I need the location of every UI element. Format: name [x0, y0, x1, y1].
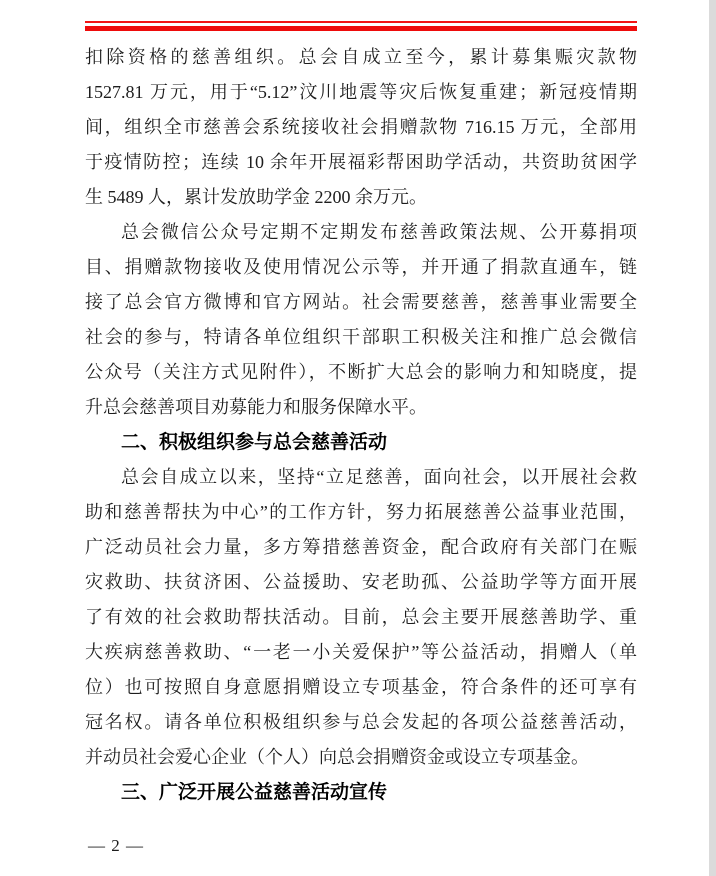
- text-line: 总会微信公众号定期不定期发布慈善政策法规、公开募捐项: [121, 222, 637, 242]
- document-body: [85, 40, 637, 810]
- page-number: — 2 —: [88, 836, 144, 855]
- text-line: 冠名权。请各单位积极组织参与总会发起的各项公益慈善活动，: [85, 712, 637, 732]
- text-line: 1527.81 万元，用于“5.12”汶川地震等灾后恢复重建；新冠疫情期: [85, 82, 637, 102]
- text-line: 目、捐赠款物接收及使用情况公示等，并开通了捐款直通车，链: [85, 257, 637, 277]
- text-line: 了有效的社会救助帮扶活动。目前，总会主要开展慈善助学、重: [85, 607, 637, 627]
- header-red-rule: [85, 21, 637, 31]
- text-line: 社会的参与，特请各单位组织干部职工积极关注和推广总会微信: [85, 327, 637, 347]
- page-edge-shadow: [709, 0, 716, 876]
- section-heading: 三、广泛开展公益慈善活动宣传: [121, 782, 388, 803]
- text-line: 于疫情防控；连续 10 余年开展福彩帮困助学活动，共资助贫困学: [85, 152, 637, 172]
- section-heading: 二、积极组织参与总会慈善活动: [121, 432, 388, 453]
- text-line: 广泛动员社会力量，多方筹措慈善资金，配合政府有关部门在赈: [85, 537, 637, 557]
- text-line: 灾救助、扶贫济困、公益援助、安老助孤、公益助学等方面开展: [85, 572, 637, 592]
- text-line: 接了总会官方微博和官方网站。社会需要慈善，慈善事业需要全: [85, 292, 637, 312]
- red-rule-thick-line: [85, 26, 637, 31]
- text-line: 公众号（关注方式见附件），不断扩大总会的影响力和知晓度，提: [85, 362, 637, 382]
- text-line: 升总会慈善项目劝募能力和服务保障水平。: [85, 397, 427, 417]
- text-line: 生 5489 人，累计发放助学金 2200 余万元。: [85, 187, 427, 207]
- text-line: 总会自成立以来，坚持“立足慈善，面向社会，以开展社会救: [121, 467, 637, 487]
- text-line: 位）也可按照自身意愿捐赠设立专项基金，符合条件的还可享有: [85, 677, 637, 697]
- text-line: 间，组织全市慈善会系统接收社会捐赠款物 716.15 万元，全部用: [85, 117, 637, 137]
- red-rule-thin-line: [85, 21, 637, 23]
- text-line: 并动员社会爱心企业（个人）向总会捐赠资金或设立专项基金。: [85, 747, 589, 767]
- text-line: 扣除资格的慈善组织。总会自成立至今，累计募集赈灾款物: [85, 47, 637, 67]
- text-line: 助和慈善帮扶为中心”的工作方针，努力拓展慈善公益事业范围，: [85, 502, 637, 522]
- text-line: 大疾病慈善救助、“一老一小关爱保护”等公益活动，捐赠人（单: [85, 642, 637, 662]
